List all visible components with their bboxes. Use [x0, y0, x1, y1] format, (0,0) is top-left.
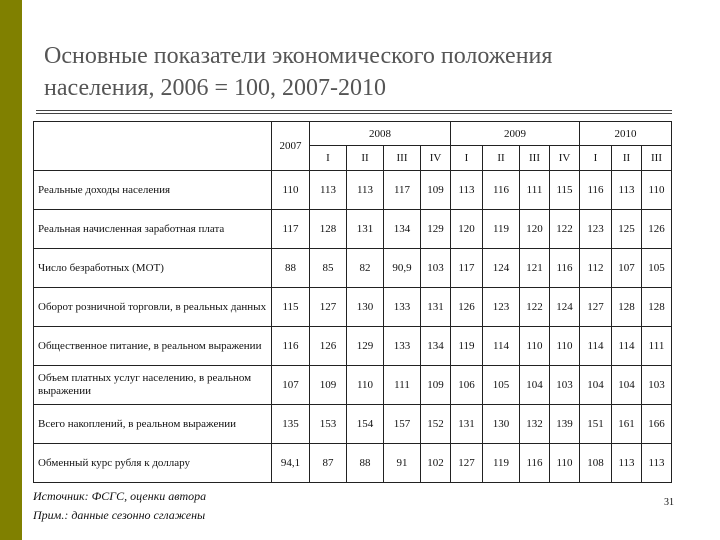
- table-cell: 103: [642, 366, 672, 405]
- table-cell: 131: [347, 210, 384, 249]
- table-cell: 105: [642, 249, 672, 288]
- slide-title-line-2: населения, 2006 = 100, 2007-2010: [44, 75, 386, 101]
- table-cell: 104: [612, 366, 642, 405]
- table-cell: 111: [642, 327, 672, 366]
- table-cell: 103: [421, 249, 451, 288]
- table-cell: 129: [421, 210, 451, 249]
- table-cell: 123: [483, 288, 520, 327]
- table-row: [34, 327, 672, 366]
- table-header-years: [34, 122, 672, 146]
- quarter-header: IV: [550, 146, 580, 171]
- table-cell: 82: [347, 249, 384, 288]
- table-cell: 124: [483, 249, 520, 288]
- quarter-header: III: [642, 146, 672, 171]
- table-row: [34, 444, 672, 483]
- table-cell: 130: [347, 288, 384, 327]
- table-cell: 122: [520, 288, 550, 327]
- table-cell: 110: [520, 327, 550, 366]
- table-cell: 128: [310, 210, 347, 249]
- table-cell: 110: [550, 444, 580, 483]
- table-cell: 120: [451, 210, 483, 249]
- table-cell: 157: [384, 405, 421, 444]
- table-cell: 119: [451, 327, 483, 366]
- header-2010: 2010: [580, 122, 672, 146]
- table-cell: 128: [642, 288, 672, 327]
- title-underline: [36, 110, 672, 111]
- table-cell: 119: [483, 444, 520, 483]
- table-cell: 131: [421, 288, 451, 327]
- table-cell: 116: [520, 444, 550, 483]
- table-cell: 105: [483, 366, 520, 405]
- table-cell: 129: [347, 327, 384, 366]
- table-cell: 116: [580, 171, 612, 210]
- table-cell: 111: [384, 366, 421, 405]
- table-cell: 151: [580, 405, 612, 444]
- quarter-header: III: [520, 146, 550, 171]
- table-cell: 114: [483, 327, 520, 366]
- table-row: [34, 249, 672, 288]
- row-label: Оборот розничной торговли, в реальных данных: [34, 288, 272, 327]
- table-cell: 112: [580, 249, 612, 288]
- table-cell: 108: [580, 444, 612, 483]
- table-cell: 134: [421, 327, 451, 366]
- row-label: Объем платных услуг населению, в реальном выражении: [34, 366, 272, 405]
- header-corner-cell: [34, 122, 272, 171]
- slide-title: [44, 40, 684, 104]
- quarter-header: IV: [421, 146, 451, 171]
- table-cell: 121: [520, 249, 550, 288]
- quarter-header: II: [483, 146, 520, 171]
- row-label: Всего накоплений, в реальном выражении: [34, 405, 272, 444]
- table-cell: 109: [310, 366, 347, 405]
- table-cell: 161: [612, 405, 642, 444]
- row-label: Реальные доходы населения: [34, 171, 272, 210]
- table-cell: 122: [550, 210, 580, 249]
- table-cell: 116: [272, 327, 310, 366]
- table-cell: 131: [451, 405, 483, 444]
- table-cell: 115: [550, 171, 580, 210]
- table-row: [34, 366, 672, 405]
- title-underline-second: [36, 113, 672, 114]
- table-cell: 133: [384, 288, 421, 327]
- table-cell: 110: [272, 171, 310, 210]
- source-note: Источник: ФСГС, оценки автора: [33, 489, 207, 503]
- header-2009: 2009: [451, 122, 580, 146]
- table-cell: 85: [310, 249, 347, 288]
- table-cell: 88: [272, 249, 310, 288]
- quarter-header: II: [347, 146, 384, 171]
- table-cell: 113: [310, 171, 347, 210]
- table-cell: 104: [580, 366, 612, 405]
- table-cell: 103: [550, 366, 580, 405]
- table-cell: 123: [580, 210, 612, 249]
- table-cell: 152: [421, 405, 451, 444]
- table-cell: 117: [451, 249, 483, 288]
- table-cell: 126: [451, 288, 483, 327]
- table-cell: 116: [550, 249, 580, 288]
- table-cell: 114: [580, 327, 612, 366]
- table-cell: 115: [272, 288, 310, 327]
- table-cell: 109: [421, 171, 451, 210]
- table-cell: 107: [272, 366, 310, 405]
- table-cell: 125: [612, 210, 642, 249]
- table-cell: 113: [347, 171, 384, 210]
- row-label: Обменный курс рубля к доллару: [34, 444, 272, 483]
- table-cell: 110: [550, 327, 580, 366]
- table-cell: 119: [483, 210, 520, 249]
- indicators-table: [33, 121, 672, 483]
- table-row: [34, 405, 672, 444]
- table-cell: 106: [451, 366, 483, 405]
- sidebar-accent-bar: [0, 0, 22, 540]
- table-cell: 126: [310, 327, 347, 366]
- quarter-header: I: [310, 146, 347, 171]
- table-cell: 124: [550, 288, 580, 327]
- table-cell: 154: [347, 405, 384, 444]
- table-cell: 90,9: [384, 249, 421, 288]
- table-cell: 135: [272, 405, 310, 444]
- table-cell: 120: [520, 210, 550, 249]
- table-row: [34, 210, 672, 249]
- row-label: Реальная начисленная заработная плата: [34, 210, 272, 249]
- table-cell: 88: [347, 444, 384, 483]
- table-cell: 153: [310, 405, 347, 444]
- quarter-header: III: [384, 146, 421, 171]
- slide-title-line-1: Основные показатели экономического положения: [44, 43, 553, 69]
- table-cell: 107: [612, 249, 642, 288]
- quarter-header: II: [612, 146, 642, 171]
- table-cell: 113: [642, 444, 672, 483]
- table-cell: 130: [483, 405, 520, 444]
- table-cell: 113: [451, 171, 483, 210]
- table-cell: 134: [384, 210, 421, 249]
- header-2008: 2008: [310, 122, 451, 146]
- table-cell: 113: [612, 444, 642, 483]
- table-cell: 127: [451, 444, 483, 483]
- quarter-header: I: [451, 146, 483, 171]
- table-cell: 128: [612, 288, 642, 327]
- table-cell: 139: [550, 405, 580, 444]
- table-cell: 166: [642, 405, 672, 444]
- table-cell: 133: [384, 327, 421, 366]
- table-cell: 132: [520, 405, 550, 444]
- table-cell: 104: [520, 366, 550, 405]
- footnote: Прим.: данные сезонно сглажены: [33, 508, 206, 522]
- table-cell: 113: [612, 171, 642, 210]
- row-label: Общественное питание, в реальном выражении: [34, 327, 272, 366]
- table-cell: 114: [612, 327, 642, 366]
- row-label: Число безработных (МОТ): [34, 249, 272, 288]
- table-cell: 94,1: [272, 444, 310, 483]
- table-row: [34, 171, 672, 210]
- table-cell: 109: [421, 366, 451, 405]
- table-cell: 102: [421, 444, 451, 483]
- table-cell: 117: [384, 171, 421, 210]
- table-cell: 110: [347, 366, 384, 405]
- table-cell: 116: [483, 171, 520, 210]
- table-cell: 87: [310, 444, 347, 483]
- table-cell: 110: [642, 171, 672, 210]
- table-cell: 111: [520, 171, 550, 210]
- quarter-header: I: [580, 146, 612, 171]
- page-number: 31: [664, 497, 674, 508]
- table-cell: 126: [642, 210, 672, 249]
- table-cell: 91: [384, 444, 421, 483]
- table-cell: 117: [272, 210, 310, 249]
- table-row: [34, 288, 672, 327]
- table-cell: 127: [310, 288, 347, 327]
- header-2007: 2007: [272, 122, 310, 171]
- table-cell: 127: [580, 288, 612, 327]
